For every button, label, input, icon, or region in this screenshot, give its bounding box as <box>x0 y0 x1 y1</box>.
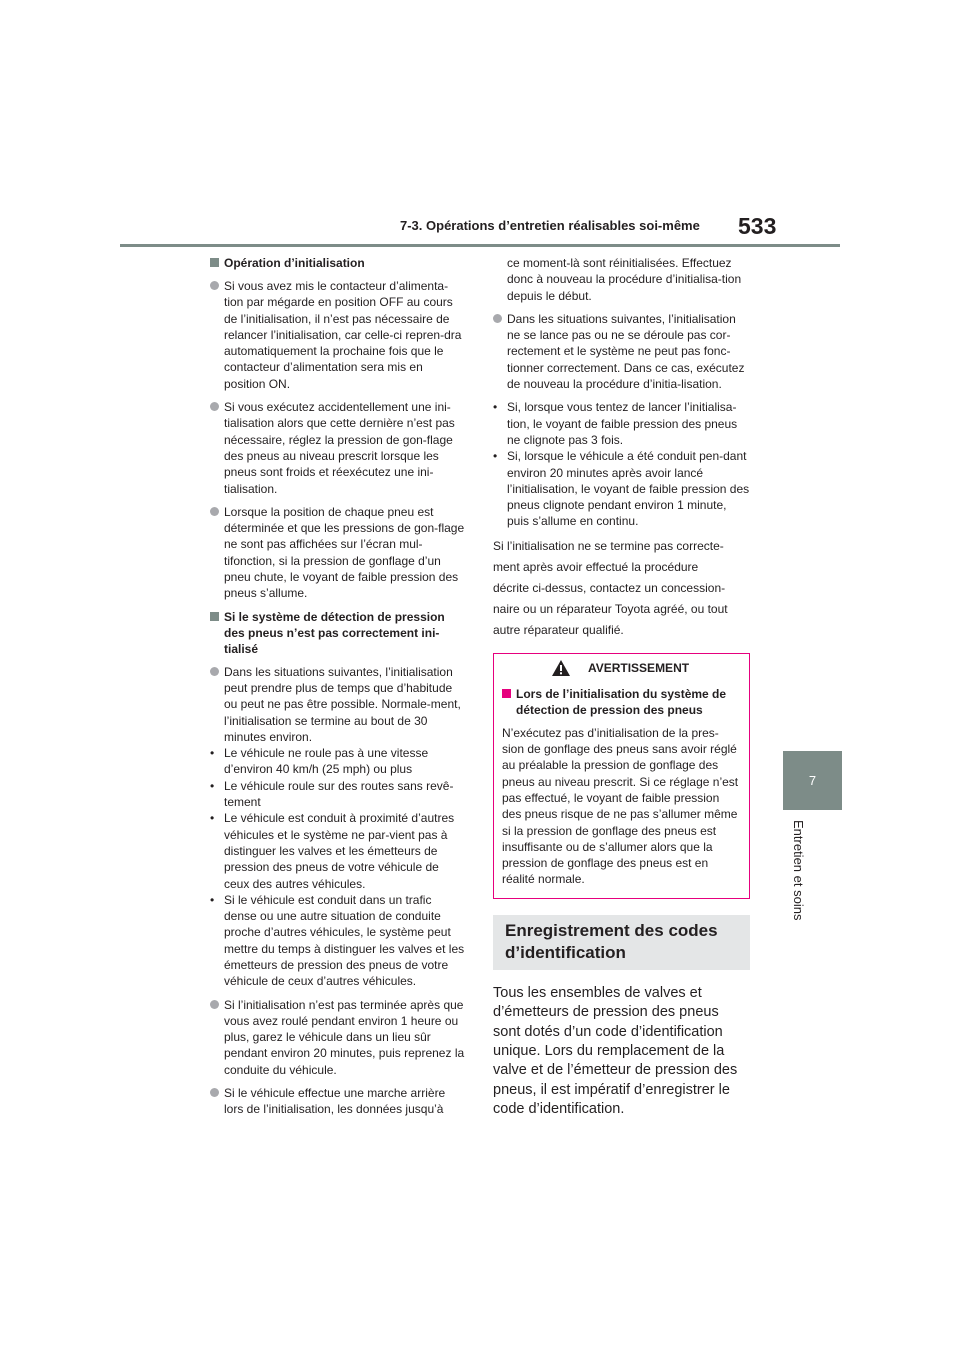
sub-list-item: • Si, lorsque vous tentez de lancer l’initialisa-tion, le voyant de faible pression des pneus ne clignote pas 3 fois. <box>493 400 738 447</box>
warning-title: AVERTISSEMENT <box>587 660 690 675</box>
list-item: Lorsque la position de chaque pneu est déterminée et que les pressions de gon-flage ne sont pas affichées sur l’écran mul-tifonction, si la pression de gonflage d’un pneu chute, le voyant de faible pression des pneus s’allume. <box>210 504 466 602</box>
list-item: Si vous exécutez accidentellement une ini-tialisation alors que cette dernière n’est pas nécessaire, réglez la pression de gon-flage des pneus au niveau prescrit lorsque les pneus sont froids et réexécutez une ini-tialisation. <box>210 399 466 497</box>
round-bullet-icon <box>210 1088 219 1097</box>
subheading-initialisation: Opération d’initialisation <box>210 255 466 271</box>
square-marker-icon <box>210 258 219 267</box>
list-item: Si l’initialisation n’est pas terminée après que vous avez roulé pendant environ 1 heure ou plus, garez le véhicule dans un lieu sûr pendant environ 20 minutes, puis reprenez la conduite du véhicule. <box>210 997 466 1078</box>
section-title: 7-3. Opérations d’entretien réalisables soi-même <box>400 218 700 233</box>
round-bullet-icon <box>210 507 219 516</box>
round-bullet-icon <box>493 314 502 323</box>
warning-box <box>493 653 750 899</box>
round-bullet-icon <box>210 402 219 411</box>
right-column <box>493 255 750 1120</box>
sub-list-item: • Le véhicule ne roule pas à une vitesse d’environ 40 km/h (25 mph) ou plus <box>210 746 429 777</box>
subheading-not-initialised: Si le système de détection de pression des pneus n’est pas correctement ini-tialisé <box>210 609 466 657</box>
square-marker-icon <box>502 689 511 698</box>
warning-text: N’exécutez pas d’initialisation de la pres-sion de gonflage des pneus sans avoir réglé au préalable la pression de gonflage des pneus au niveau prescrit. Si ce réglage n’est pas effectué, le voyant de faible pression des pneus risque de ne pas s’allumer même si la pression de gonflage des pneus est insuffisante ou de s’allumer alors que la pression de gonflage des pneus est en réalité normale. <box>502 725 739 887</box>
closing-paragraph: Si l’initialisation ne se termine pas correcte- ment après avoir effectué la procédure décrite ci-dessus, contactez un concession- naire ou un réparateur Toyota agréé, ou tout autre réparateur qualifié. <box>493 538 728 637</box>
page-number: 533 <box>738 213 777 239</box>
round-bullet-icon <box>210 667 219 676</box>
round-bullet-icon <box>210 1000 219 1009</box>
warning-triangle-icon <box>552 660 570 676</box>
sub-list-item: • Si, lorsque le véhicule a été conduit pen-dant environ 20 minutes après avoir lancé l’initialisation, le voyant de faible pression des pneus clignote pendant environ 1 minute, puis s’allume en continu. <box>493 449 750 529</box>
chapter-tab[interactable]: 7 <box>783 751 842 810</box>
sub-list-item: • Le véhicule est conduit à proximité d’autres véhicules et le système ne par-vient pas à distinguer les valves et les émetteurs de pression des pneus de votre véhicule de ceux des autres véhicules. <box>210 811 455 891</box>
warning-subheading: Lors de l’initialisation du système de détection de pression des pneus <box>502 686 739 718</box>
list-item: Si le véhicule effectue une marche arrière lors de l’initialisation, les données jusqu’à <box>210 1085 466 1118</box>
list-item: Dans les situations suivantes, l’initialisation ne se lance pas ou ne se déroule pas cor-rectement et le système ne peut pas fonc-tionner correctement. Dans ce cas, exécutez de nouveau la procédure d’initia-lisation. <box>493 311 750 392</box>
header-rule <box>120 244 840 247</box>
section-paragraph: Tous les ensembles de valves et d’émetteurs de pression des pneus sont dotés d’un code d’identification unique. Lors du remplacement de la valve et de l’émetteur de pression des pneus, il est impératif d’enregistrer le code d’identification. <box>493 984 738 1118</box>
list-item: Si vous avez mis le contacteur d’alimenta-tion par mégarde en position OFF au cours de l’initialisation, il n’est pas nécessaire de relancer l’initialisation, car celle-ci repren-dra automatiquement la prochaine fois que le contacteur d’alimentation sera mis en position ON. <box>210 278 466 392</box>
section-heading: Enregistrement des codes d’identification <box>493 915 750 970</box>
chapter-label: Entretien et soins <box>791 820 806 921</box>
round-bullet-icon <box>210 281 219 290</box>
sub-list-item: • Le véhicule roule sur des routes sans revê-tement <box>210 778 454 810</box>
list-item: Dans les situations suivantes, l’initialisation peut prendre plus de temps que d’habitude ou peut ne pas être possible. Normale-ment, l’initialisation se termine au bout de 30 minutes environ. • Le véhicule ne roule pas à une vitesse d’environ 40 km/h (25 mph) ou plus • Le véhicule roule sur des routes sans revê-tement • Le véhicule est conduit à proximité d’autres véhicules et le système ne par-vient pas à distinguer les valves et les émetteurs de pression des pneus de votre véhicule de ceux des autres véhicules. • Si le véhicule est conduit dans un trafic dense ou une autre situation de conduite proche d’autres véhicules, le système peut mettre du temps à distinguer les valves et les émetteurs de pression des pneus de votre véhicule de ceux d’autres véhicules. <box>210 664 465 989</box>
sub-list-item: • Si le véhicule est conduit dans un trafic dense ou une autre situation de conduite proche d’autres véhicules, le système peut mettre du temps à distinguer les valves et les émetteurs de pression des pneus de votre véhicule de ceux d’autres véhicules. <box>210 892 465 989</box>
continued-paragraph: ce moment-là sont réinitialisées. Effectuez donc à nouveau la procédure d’initialisa-tion depuis le début. <box>507 256 742 303</box>
warning-header <box>502 654 739 682</box>
square-marker-icon <box>210 612 219 621</box>
left-column <box>210 255 466 1125</box>
